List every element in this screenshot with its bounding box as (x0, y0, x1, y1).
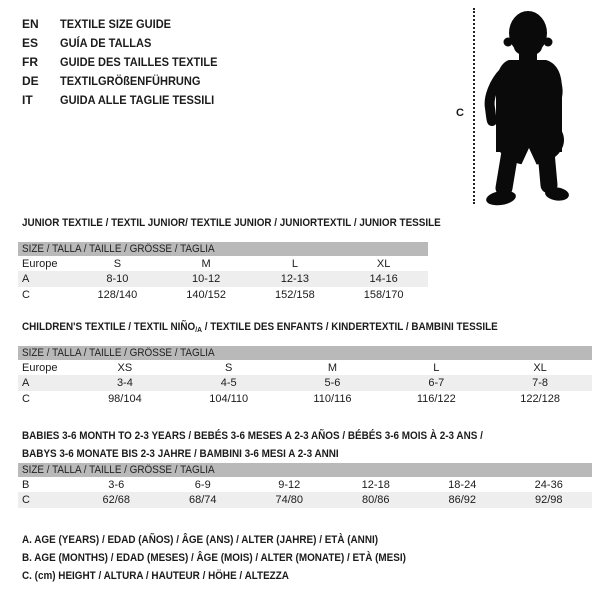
height-cell: 116/122 (416, 393, 456, 405)
language-title: GUÍA DE TALLAS (60, 36, 152, 50)
size-bar (18, 463, 592, 477)
legend-text: C. (cm) HEIGHT / ALTURA / HAUTEUR / HÖHE / ALTEZZA (22, 570, 289, 582)
language-code: DE (22, 74, 39, 88)
table-row-europe (18, 360, 592, 375)
language-title: TEXTILGRÖßENFÜHRUNG (60, 74, 201, 88)
babies-section-heading (22, 427, 534, 463)
row-label: Europe (22, 257, 58, 270)
size-cell: S (225, 361, 233, 374)
legend (22, 531, 449, 585)
language-title: TEXTILE SIZE GUIDE (60, 17, 172, 31)
language-title: GUIDE DES TAILLES TEXTILE (60, 55, 218, 69)
age-cell: 9-12 (278, 478, 301, 491)
size-cell: XS (117, 361, 133, 374)
table-row-height (18, 492, 592, 508)
size-cell: S (113, 257, 122, 270)
table-row-age (18, 375, 592, 391)
age-cell: 6-9 (194, 478, 211, 491)
row-label: Europe (22, 361, 58, 374)
age-cell: 7-8 (532, 377, 549, 389)
age-cell: 3-4 (116, 377, 133, 389)
table-row-europe (18, 256, 428, 271)
size-bar-label: SIZE / TALLA / TAILLE / GRÖSSE / TAGLIA (22, 243, 215, 255)
heading-pre: CHILDREN'S TEXTILE / TEXTIL NIÑO (22, 321, 196, 333)
age-cell: 3-6 (108, 478, 125, 491)
row-label: C (22, 289, 30, 301)
row-label: B (22, 478, 30, 491)
height-cell: 122/128 (520, 393, 560, 405)
babies-size-table (18, 463, 592, 508)
heading-post: / TEXTILE DES ENFANTS / KINDERTEXTIL / BAMBINI TESSILE (201, 321, 498, 333)
children-size-table (18, 346, 592, 407)
row-label: C (22, 393, 30, 405)
legend-line-age-months (22, 549, 449, 567)
age-cell: 12-18 (361, 478, 390, 491)
row-label: C (22, 494, 30, 506)
size-bar (18, 346, 592, 360)
legend-text: A. AGE (YEARS) / EDAD (AÑOS) / ÂGE (ANS) / ALTER (JAHRE) / ETÀ (ANNI) (22, 534, 379, 546)
size-cell: XL (376, 257, 391, 270)
age-cell: 12-13 (280, 273, 309, 285)
age-cell: 5-6 (324, 377, 341, 389)
children-section-heading-text (22, 321, 498, 334)
height-cell: 104/110 (209, 393, 249, 405)
language-row (22, 53, 231, 72)
legend-line-age-years (22, 531, 449, 549)
language-row (22, 91, 231, 110)
height-measure-dotted-line (473, 8, 475, 204)
babies-heading-line1: BABIES 3-6 MONTH TO 2-3 YEARS / BEBÉS 3-6 MESES A 2-3 AÑOS / BÉBÉS 3-6 MOIS À 2-3 ANS / (22, 430, 483, 442)
height-cell: 92/98 (534, 494, 563, 506)
children-section-heading (22, 321, 551, 334)
age-cell: 6-7 (428, 377, 445, 389)
age-cell: 8-10 (106, 273, 129, 285)
age-cell: 4-5 (220, 377, 237, 389)
age-cell: 14-16 (369, 273, 398, 285)
language-row (22, 15, 231, 34)
language-code: IT (22, 93, 33, 107)
height-cell: 62/68 (102, 494, 131, 506)
table-row-age (18, 271, 428, 287)
height-cell: 128/140 (97, 289, 138, 301)
junior-section-heading (22, 217, 487, 229)
height-cell: 158/170 (363, 289, 404, 301)
size-cell: M (201, 257, 211, 270)
height-cell: 98/104 (108, 393, 142, 405)
toddler-silhouette-icon (484, 2, 592, 208)
junior-size-table (18, 242, 428, 303)
row-label: A (22, 273, 30, 285)
height-cell: 74/80 (275, 494, 304, 506)
age-cell: 24-36 (534, 478, 563, 491)
language-code: EN (22, 17, 39, 31)
language-code: FR (22, 55, 38, 69)
height-cell: 86/92 (448, 494, 477, 506)
legend-line-height (22, 567, 449, 585)
language-row (22, 34, 231, 53)
babies-heading-line2: BABYS 3-6 MONATE BIS 2-3 JAHRE / BAMBINI 3-6 MESI A 2-3 ANNI (22, 448, 339, 460)
language-code: ES (22, 36, 39, 50)
language-title: GUIDA ALLE TAGLIE TESSILI (60, 93, 215, 107)
height-cell: 140/152 (186, 289, 226, 301)
age-cell: 18-24 (448, 478, 477, 491)
height-cell: 110/116 (313, 393, 352, 405)
height-cell: 152/158 (274, 289, 315, 301)
age-cell: 10-12 (192, 273, 221, 285)
height-cell: 68/74 (188, 494, 217, 506)
size-bar-label: SIZE / TALLA / TAILLE / GRÖSSE / TAGLIA (22, 347, 215, 359)
size-cell: L (291, 257, 298, 270)
table-row-height (18, 391, 592, 407)
size-cell: XL (533, 361, 547, 374)
language-row (22, 72, 231, 91)
heading-subscript: /A (195, 325, 202, 334)
table-row-age-months (18, 477, 592, 492)
size-cell: L (433, 361, 440, 374)
table-row-height (18, 287, 428, 303)
height-measure-label: C (456, 107, 464, 119)
size-cell: M (327, 361, 338, 374)
row-label: A (22, 377, 30, 389)
legend-text: B. AGE (MONTHS) / EDAD (MESES) / ÂGE (MOIS) / ALTER (MONATE) / ETÀ (MESI) (22, 552, 406, 564)
height-cell: 80/86 (361, 494, 390, 506)
language-list (22, 15, 231, 110)
junior-section-heading-text: JUNIOR TEXTILE / TEXTIL JUNIOR/ TEXTILE JUNIOR / JUNIORTEXTIL / JUNIOR TESSILE (22, 217, 441, 229)
size-bar-label: SIZE / TALLA / TAILLE / GRÖSSE / TAGLIA (22, 464, 215, 476)
size-bar (18, 242, 428, 256)
